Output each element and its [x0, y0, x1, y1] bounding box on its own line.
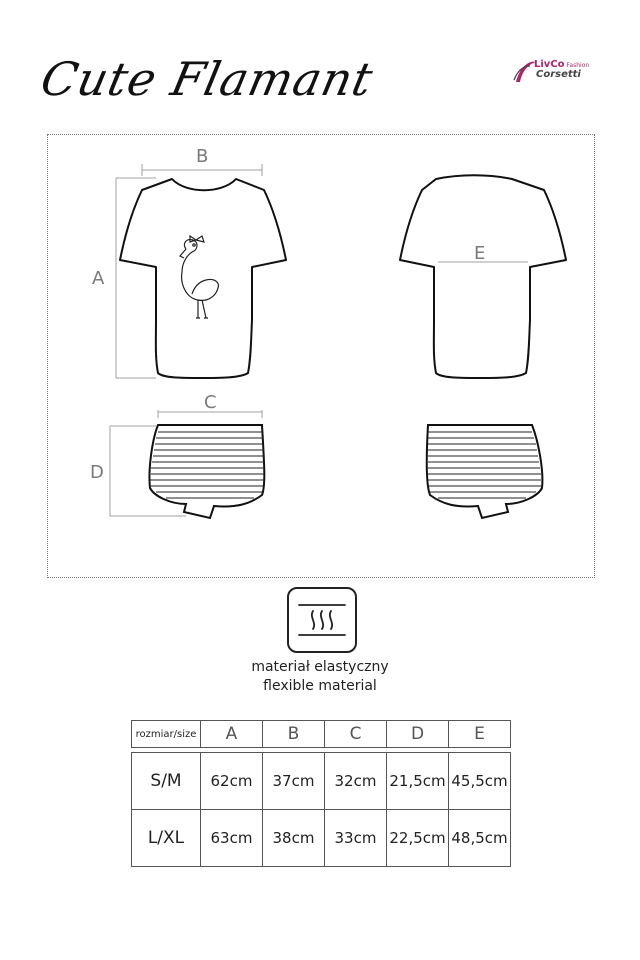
header-c: C	[325, 721, 387, 748]
value-e: 45,5cm	[449, 753, 511, 810]
size-row-sm	[132, 753, 511, 810]
size-table-header	[132, 721, 511, 748]
value-d: 21,5cm	[387, 753, 449, 810]
header-b: B	[263, 721, 325, 748]
dimension-label-d: D	[90, 462, 104, 483]
value-d: 22,5cm	[387, 810, 449, 867]
dimension-label-c: C	[204, 392, 217, 413]
brand-name-line1: LivCo Fashion	[534, 59, 590, 70]
header-d: D	[387, 721, 449, 748]
dimension-label-e: E	[474, 243, 486, 264]
dimension-label-b: B	[196, 146, 209, 167]
size-name: S/M	[132, 753, 201, 810]
value-b: 37cm	[263, 753, 325, 810]
header-a: A	[201, 721, 263, 748]
material-label-english: flexible material	[263, 678, 377, 694]
header-size: rozmiar/size	[132, 721, 201, 748]
tshirt-back	[400, 175, 566, 378]
shorts-back	[427, 425, 543, 518]
shorts-front	[149, 425, 264, 518]
header-e: E	[449, 721, 511, 748]
value-c: 33cm	[325, 810, 387, 867]
value-a: 63cm	[201, 810, 263, 867]
tshirt-front	[120, 179, 286, 378]
value-c: 32cm	[325, 753, 387, 810]
value-e: 48,5cm	[449, 810, 511, 867]
brand-name-line2: Corsetti	[536, 69, 581, 80]
material-label-polish: materiał elastyczny	[251, 659, 389, 675]
size-row-lxl	[132, 810, 511, 867]
value-b: 38cm	[263, 810, 325, 867]
value-a: 62cm	[201, 753, 263, 810]
size-table	[131, 720, 511, 867]
size-name: L/XL	[132, 810, 201, 867]
product-title: Cute Flamant	[36, 52, 379, 106]
stretch-material-icon	[287, 587, 357, 653]
dimension-label-a: A	[92, 268, 105, 289]
